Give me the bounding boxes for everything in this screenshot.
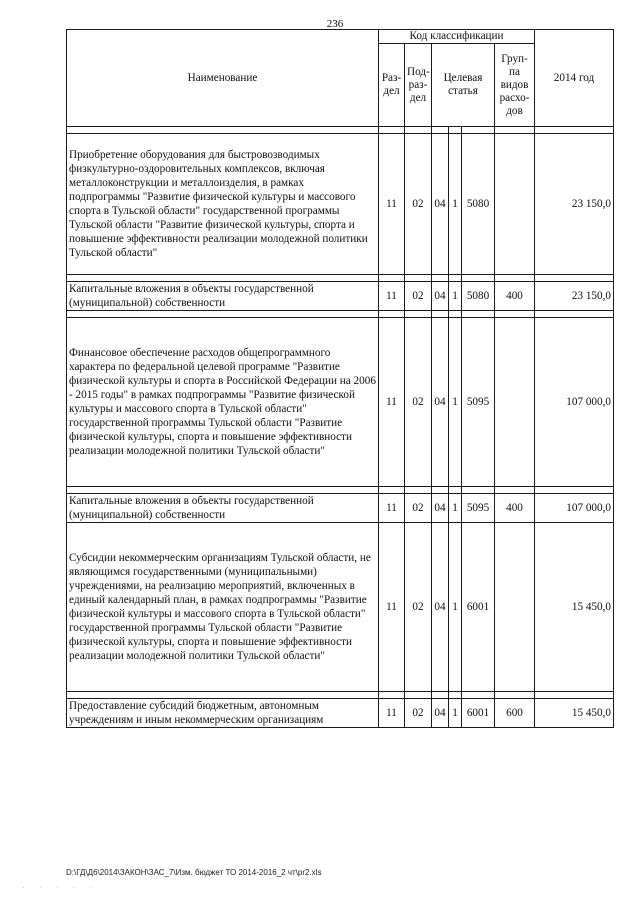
row-target-1: 04 xyxy=(432,318,449,487)
row-amount: 15 450,0 xyxy=(535,523,614,692)
row-razdel: 11 xyxy=(379,134,405,275)
row-razdel: 11 xyxy=(379,523,405,692)
page-number: 236 xyxy=(326,18,344,30)
row-podrazdel: 02 xyxy=(405,523,432,692)
row-target-3: 5080 xyxy=(462,282,495,311)
row-target-2: 1 xyxy=(449,523,462,692)
row-razdel: 11 xyxy=(379,494,405,523)
row-podrazdel: 02 xyxy=(405,282,432,311)
table-row xyxy=(67,699,614,728)
row-name: Финансовое обеспечение расходов общепрограммного характера по федеральной целевой программе "Развитие физической культуры и спорта в Российской Федерации на 2006 - 2015 годы" в рамках подпрограммы "Развитие физической культуры и массового спорта в Тульской области" государственной программы Тульской области "Развитие физической культуры, спорта и повышение эффективности реализации молодежной политики Тульской области" xyxy=(67,318,379,487)
row-amount: 107 000,0 xyxy=(535,318,614,487)
row-name: Приобретение оборудования для быстровозводимых физкультурно-оздоровительных комплексов, включая металлоконструкции и металлоизделия, в рамках подпрограммы "Развитие физической культуры и массового спорта в Тульской области" государственной программы Тульской области "Развитие физической культуры, спорта и повышение эффективности реализации молодежной политики Тульской области" xyxy=(67,134,379,275)
header-podrazdel: Под-раз-дел xyxy=(405,44,432,127)
header-name: Наименование xyxy=(67,30,379,127)
header-year: 2014 год xyxy=(535,30,614,127)
row-target-2: 1 xyxy=(449,699,462,728)
row-target-3: 6001 xyxy=(462,523,495,692)
row-target-3: 5095 xyxy=(462,494,495,523)
row-target-2: 1 xyxy=(449,318,462,487)
table-row xyxy=(67,134,614,275)
row-target-3: 5080 xyxy=(462,134,495,275)
budget-table xyxy=(66,29,614,728)
row-podrazdel: 02 xyxy=(405,494,432,523)
row-gruppa xyxy=(495,523,535,692)
row-razdel: 11 xyxy=(379,699,405,728)
row-podrazdel: 02 xyxy=(405,699,432,728)
row-target-2: 1 xyxy=(449,134,462,275)
row-name: Предоставление субсидий бюджетным, автономным учреждениям и иным некоммерческим организациям xyxy=(67,699,379,728)
row-razdel: 11 xyxy=(379,318,405,487)
row-target-3: 5095 xyxy=(462,318,495,487)
row-razdel: 11 xyxy=(379,282,405,311)
table-row xyxy=(67,282,614,311)
row-target-1: 04 xyxy=(432,699,449,728)
table-row xyxy=(67,494,614,523)
row-amount: 23 150,0 xyxy=(535,134,614,275)
row-gruppa xyxy=(495,318,535,487)
header-gruppa: Груп-па видов расхо-дов xyxy=(495,44,535,127)
header-code: Код классификации xyxy=(379,30,535,44)
row-gruppa: 400 xyxy=(495,494,535,523)
row-name: Капитальные вложения в объекты государственной (муниципальной) собственности xyxy=(67,282,379,311)
row-target-1: 04 xyxy=(432,282,449,311)
header-celevaya: Целевая статья xyxy=(432,44,495,127)
table-row xyxy=(67,523,614,692)
row-podrazdel: 02 xyxy=(405,134,432,275)
row-target-2: 1 xyxy=(449,282,462,311)
row-target-1: 04 xyxy=(432,523,449,692)
row-target-1: 04 xyxy=(432,494,449,523)
row-target-3: 6001 xyxy=(462,699,495,728)
header-razdel: Раз-дел xyxy=(379,44,405,127)
row-target-1: 04 xyxy=(432,134,449,275)
row-podrazdel: 02 xyxy=(405,318,432,487)
row-target-2: 1 xyxy=(449,494,462,523)
row-name: Капитальные вложения в объекты государственной (муниципальной) собственности xyxy=(67,494,379,523)
row-name: Субсидии некоммерческим организациям Тульской области, не являющимся государственными (муниципальными) учреждениями, на реализацию мероприятий, включенных в единый календарный план, в рамках подпрограммы "Развитие физической культуры и массового спорта в Тульской области" государственной программы Тульской области "Развитие физической культуры, спорта и повышение эффективности реализации молодежной политики Тульской области" xyxy=(67,523,379,692)
row-gruppa: 600 xyxy=(495,699,535,728)
file-path-footer: D:\ГД\Д6\2014\ЗАКОН\ЗАС_7\Изм. бюджет ТО 2014-2016_2 чт\pr2.xls xyxy=(66,868,322,877)
row-gruppa xyxy=(495,134,535,275)
row-amount: 107 000,0 xyxy=(535,494,614,523)
row-amount: 15 450,0 xyxy=(535,699,614,728)
row-amount: 23 150,0 xyxy=(535,282,614,311)
scan-marks: · · · · · xyxy=(22,883,99,892)
header-row-top xyxy=(67,30,614,44)
row-gruppa: 400 xyxy=(495,282,535,311)
table-row xyxy=(67,318,614,487)
